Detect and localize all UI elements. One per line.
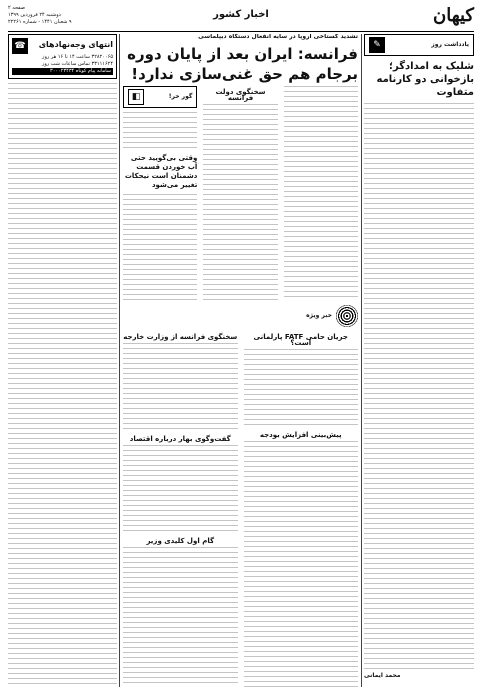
news-body bbox=[244, 441, 359, 687]
opinion-kicker: گور خر! bbox=[168, 93, 193, 100]
page-number: صفحه ۲ bbox=[8, 5, 25, 11]
reader-messages bbox=[8, 83, 117, 687]
special-news-label: خبر ویژه bbox=[306, 312, 332, 319]
lead-subhead: سخنگوی دولت فرانسه bbox=[215, 88, 266, 102]
news-subhead: جریان حامی FATF پارلمانی است؟ bbox=[253, 333, 348, 347]
contact-line: ۳۳۱۱۱۶۲۴ تماس ساعات شب روز bbox=[41, 61, 113, 67]
news-body bbox=[123, 547, 238, 687]
lead-headline: فرانسه: ایران بعد از پایان دوره برجام هم حق غنی‌سازی ندارد! bbox=[127, 45, 358, 83]
editorial-column bbox=[364, 34, 474, 687]
reader-column bbox=[8, 34, 117, 687]
newspaper-logo: کیهان bbox=[432, 5, 474, 26]
news-body bbox=[244, 349, 359, 429]
opinion-body bbox=[123, 112, 197, 152]
spiral-icon bbox=[336, 305, 358, 327]
contact-box bbox=[8, 34, 117, 79]
sms-line: سامانه پیام کوتاه ۳۰۰۰۲۳۴۳۴ bbox=[12, 68, 113, 75]
masthead bbox=[8, 5, 474, 32]
news-subhead: گام اول کلیدی وزیر bbox=[146, 537, 215, 545]
issue-date: دوشنبه ۲۴ فروردین ۱۳۹۹ bbox=[8, 12, 61, 18]
issue-info bbox=[8, 5, 72, 26]
opinion-icon: ◧ bbox=[128, 89, 144, 105]
section-title: اخبار کشور bbox=[213, 9, 269, 20]
news-subhead: سخنگوی فرانسه از وزارت خارجه bbox=[123, 333, 238, 341]
lead-body bbox=[284, 86, 358, 301]
news-body bbox=[123, 445, 238, 535]
contact-line: ۳۲۸۲۰۰۶۵ ساعت ۱۴ تا ۱۶ هر روز bbox=[42, 54, 113, 60]
opinion-kicker-box bbox=[123, 86, 197, 108]
phone-icon: ☎ bbox=[12, 38, 28, 54]
news-column bbox=[123, 34, 358, 687]
editorial-author: محمد ایمانی bbox=[364, 672, 401, 679]
news-subhead: پیش‌بینی افزایش بودجه bbox=[259, 431, 342, 439]
news-body bbox=[123, 343, 238, 433]
editorial-kicker: یادداشت روز bbox=[431, 41, 469, 48]
special-news-header bbox=[123, 305, 358, 327]
editorial-icon: ✎ bbox=[369, 37, 385, 53]
opinion-headline: وقتی بی‌گویید حتی آب خوردن قسمت دشمنان است نیحکات تغییر می‌شود bbox=[124, 154, 198, 189]
editorial-kicker-box bbox=[364, 34, 474, 56]
issue-number: ۹ شعبان ۱۴۴۱ - شماره ۲۲۲۶۱ bbox=[8, 19, 72, 25]
news-subhead: گفت‌وگوی بهار درباره اقتصاد bbox=[129, 435, 231, 443]
lead-body bbox=[203, 104, 277, 301]
column-divider bbox=[361, 34, 362, 687]
lead-kicker: تشدید گستاخی اروپا در سایه انفعال دستگاه دیپلماسی bbox=[198, 34, 358, 40]
contact-box-title: انتهای وجه‌نهادهای bbox=[38, 40, 113, 49]
opinion-body bbox=[123, 194, 197, 301]
editorial-headline: شلیک به امدادگر؛ بازخوانی دو کارنامه متفاوت bbox=[376, 61, 474, 98]
editorial-body bbox=[364, 103, 474, 673]
column-divider bbox=[119, 34, 120, 687]
